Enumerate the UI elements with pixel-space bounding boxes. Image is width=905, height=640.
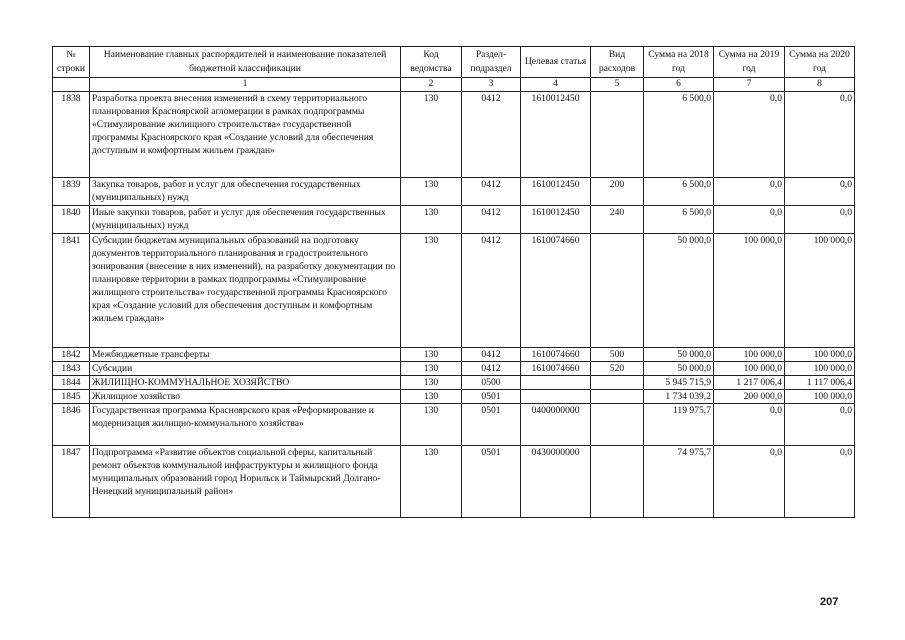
dept-code: 130	[401, 348, 462, 362]
table-row	[53, 376, 855, 390]
header-row	[53, 47, 855, 78]
target-code: 1610012450	[521, 206, 591, 234]
section-code: 0412	[462, 362, 521, 376]
row-number: 1842	[53, 348, 90, 362]
header-target: Целевая статья	[521, 47, 591, 78]
expense-kind	[591, 404, 644, 446]
sum-2019: 0,0	[714, 206, 785, 234]
row-name: Субсидии бюджетам муниципальных образований на подготовку документов территориального планирования и градостроительного зонирования (внесение в них изменений), на разработку документации по планировке территории в рамках подпрограммы «Стимулирование жилищного строительства» государственной программы Красноярского края «Создание условий для обеспечения доступным и комфортным жильем граждан»	[90, 234, 401, 348]
section-code: 0501	[462, 404, 521, 446]
column-number: 2	[401, 78, 462, 92]
table-row	[53, 390, 855, 404]
header-section: Раздел-подраздел	[462, 47, 521, 78]
sum-2019: 200 000,0	[714, 390, 785, 404]
header-sum-2018: Сумма на 2018 год	[644, 47, 714, 78]
expense-kind: 500	[591, 348, 644, 362]
column-number: 3	[462, 78, 521, 92]
header-sum-2019: Сумма на 2019 год	[714, 47, 785, 78]
row-number: 1847	[53, 446, 90, 518]
expense-kind	[591, 92, 644, 178]
sum-2019: 0,0	[714, 92, 785, 178]
dept-code: 130	[401, 362, 462, 376]
row-name: Подпрограмма «Развитие объектов социальной сферы, капитальный ремонт объектов коммунальной инфраструктуры и жилищного фонда муниципальных образований город Норильск и Таймырский Долгано-Ненецкий муниципальный район»	[90, 446, 401, 518]
sum-2018: 5 945 715,9	[644, 376, 714, 390]
section-code: 0412	[462, 178, 521, 206]
sum-2020: 1 117 006,4	[785, 376, 855, 390]
column-number-row	[53, 78, 855, 92]
row-name: Иные закупки товаров, работ и услуг для обеспечения государственных (муниципальных) нужд	[90, 206, 401, 234]
row-name: Жилищное хозяйство	[90, 390, 401, 404]
table-row	[53, 446, 855, 518]
sum-2020: 100 000,0	[785, 362, 855, 376]
expense-kind	[591, 390, 644, 404]
row-number: 1839	[53, 178, 90, 206]
section-code: 0412	[462, 92, 521, 178]
dept-code: 130	[401, 92, 462, 178]
row-number: 1844	[53, 376, 90, 390]
sum-2019: 100 000,0	[714, 234, 785, 348]
row-number: 1841	[53, 234, 90, 348]
sum-2019: 100 000,0	[714, 348, 785, 362]
target-code: 0400000000	[521, 404, 591, 446]
sum-2020: 0,0	[785, 178, 855, 206]
sum-2020: 100 000,0	[785, 234, 855, 348]
dept-code: 130	[401, 178, 462, 206]
row-name: Разработка проекта внесения изменений в схему территориального планирования Красноярской агломерации в рамках подпрограммы «Стимулирование жилищного строительства» государственной программы Красноярского края «Создание условий для обеспечения доступным и комфортным жильем граждан»	[90, 92, 401, 178]
sum-2018: 6 500,0	[644, 178, 714, 206]
table-row	[53, 348, 855, 362]
column-number: 4	[521, 78, 591, 92]
expense-kind	[591, 446, 644, 518]
sum-2020: 0,0	[785, 446, 855, 518]
target-code: 1610074660	[521, 362, 591, 376]
target-code: 1610012450	[521, 178, 591, 206]
dept-code: 130	[401, 206, 462, 234]
sum-2019: 1 217 006,4	[714, 376, 785, 390]
row-name: Закупка товаров, работ и услуг для обеспечения государственных (муниципальных) нужд	[90, 178, 401, 206]
dept-code: 130	[401, 234, 462, 348]
sum-2018: 50 000,0	[644, 348, 714, 362]
dept-code: 130	[401, 404, 462, 446]
row-name: ЖИЛИЩНО-КОММУНАЛЬНОЕ ХОЗЯЙСТВО	[90, 376, 401, 390]
section-code: 0500	[462, 376, 521, 390]
sum-2018: 6 500,0	[644, 92, 714, 178]
sum-2018: 50 000,0	[644, 234, 714, 348]
section-code: 0412	[462, 348, 521, 362]
sum-2020: 100 000,0	[785, 348, 855, 362]
sum-2020: 100 000,0	[785, 390, 855, 404]
header-row-number: № строки	[53, 47, 90, 78]
table-row	[53, 234, 855, 348]
row-name: Государственная программа Красноярского края «Реформирование и модернизация жилищно-коммунального хозяйства»	[90, 404, 401, 446]
sum-2019: 0,0	[714, 446, 785, 518]
column-number: 6	[644, 78, 714, 92]
sum-2018: 50 000,0	[644, 362, 714, 376]
expense-kind	[591, 376, 644, 390]
column-number: 7	[714, 78, 785, 92]
table-row	[53, 206, 855, 234]
table-row	[53, 362, 855, 376]
table-row	[53, 92, 855, 178]
dept-code: 130	[401, 376, 462, 390]
section-code: 0412	[462, 234, 521, 348]
row-number: 1838	[53, 92, 90, 178]
dept-code: 130	[401, 390, 462, 404]
header-expense-kind: Вид расходов	[591, 47, 644, 78]
sum-2019: 100 000,0	[714, 362, 785, 376]
section-code: 0412	[462, 206, 521, 234]
sum-2020: 0,0	[785, 404, 855, 446]
target-code: 1610012450	[521, 92, 591, 178]
target-code	[521, 390, 591, 404]
row-number: 1843	[53, 362, 90, 376]
header-sum-2020: Сумма на 2020 год	[785, 47, 855, 78]
sum-2020: 0,0	[785, 92, 855, 178]
table-row	[53, 178, 855, 206]
budget-table	[52, 46, 855, 518]
dept-code: 130	[401, 446, 462, 518]
row-number: 1846	[53, 404, 90, 446]
row-name: Субсидии	[90, 362, 401, 376]
row-number: 1845	[53, 390, 90, 404]
page-number: 207	[820, 596, 839, 608]
sum-2018: 1 734 039,2	[644, 390, 714, 404]
expense-kind: 520	[591, 362, 644, 376]
header-name: Наименование главных распорядителей и наименование показателей бюджетной классификации	[90, 47, 401, 78]
target-code: 1610074660	[521, 234, 591, 348]
sum-2018: 119 975,7	[644, 404, 714, 446]
column-number: 1	[90, 78, 401, 92]
sum-2020: 0,0	[785, 206, 855, 234]
column-number	[53, 78, 90, 92]
target-code: 0430000000	[521, 446, 591, 518]
section-code: 0501	[462, 446, 521, 518]
column-number: 8	[785, 78, 855, 92]
target-code	[521, 376, 591, 390]
sum-2018: 6 500,0	[644, 206, 714, 234]
sum-2018: 74 975,7	[644, 446, 714, 518]
expense-kind: 240	[591, 206, 644, 234]
header-dept-code: Код ведомства	[401, 47, 462, 78]
section-code: 0501	[462, 390, 521, 404]
row-name: Межбюджетные трансферты	[90, 348, 401, 362]
sum-2019: 0,0	[714, 404, 785, 446]
table-row	[53, 404, 855, 446]
row-number: 1840	[53, 206, 90, 234]
target-code: 1610074660	[521, 348, 591, 362]
expense-kind	[591, 234, 644, 348]
sum-2019: 0,0	[714, 178, 785, 206]
expense-kind: 200	[591, 178, 644, 206]
column-number: 5	[591, 78, 644, 92]
